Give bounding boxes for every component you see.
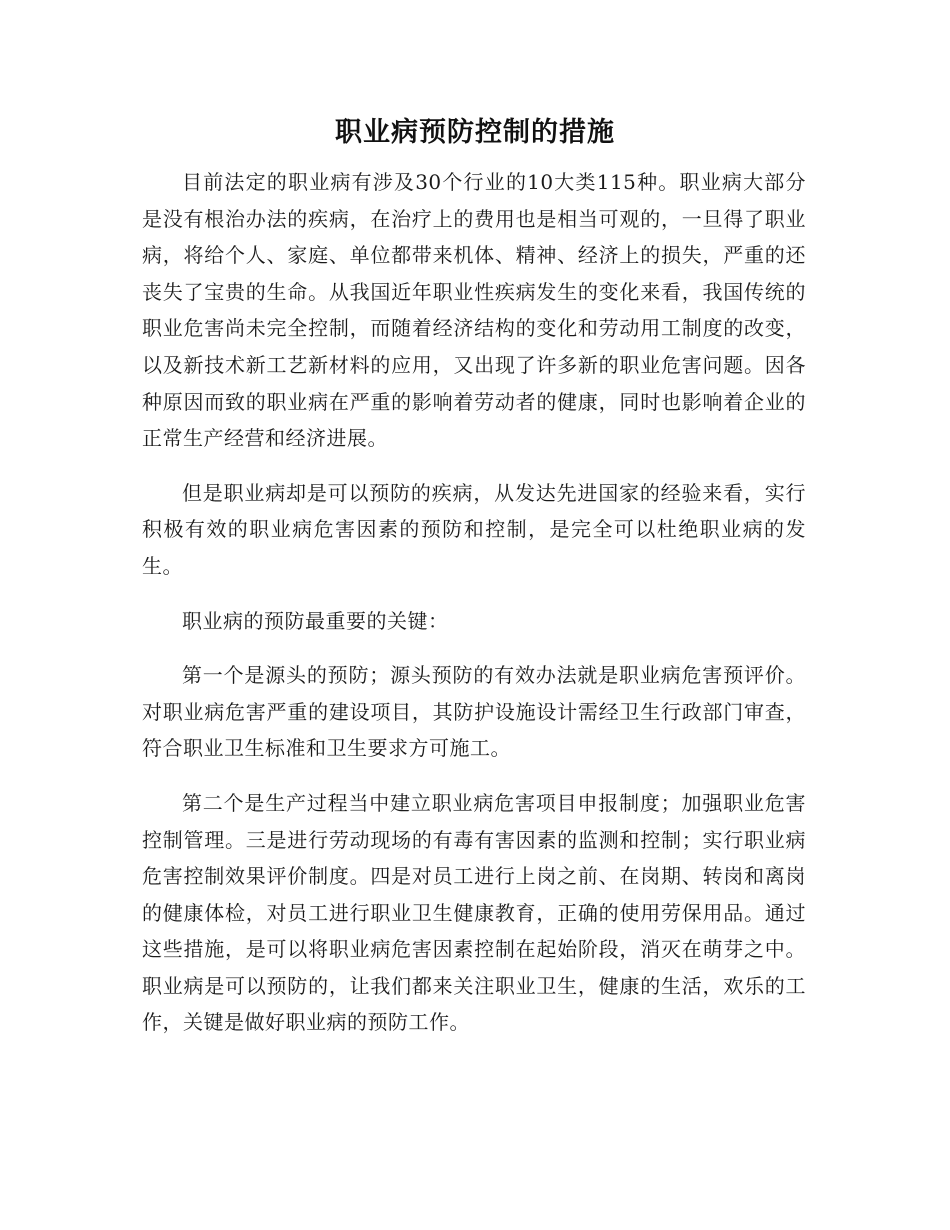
paragraph-preventable: 但是职业病却是可以预防的疾病，从发达先进国家的经验来看，实行积极有效的职业病危害因素的预防和控制，是完全可以杜绝职业病的发生。 <box>142 480 806 578</box>
paragraph-intro: 目前法定的职业病有涉及30个行业的10大类115种。职业病大部分是没有根治办法的疾病，在治疗上的费用也是相当可观的，一旦得了职业病，将给个人、家庭、单位都带来机体、精神、经济上的损失，严重的还丧失了宝贵的生命。从我国近年职业性疾病发生的变化来看，我国传统的职业危害尚未完全控制，而随着经济结构的变化和劳动用工制度的改变，以及新技术新工艺新材料的应用，又出现了许多新的职业危害问题。因各种原因而致的职业病在严重的影响着劳动者的健康，同时也影响着企业的正常生产经营和经济进展。 <box>142 170 806 451</box>
paragraph-source-prevention: 第一个是源头的预防；源头预防的有效办法就是职业病危害预评价。对职业病危害严重的建设项目，其防护设施设计需经卫生行政部门审查，符合职业卫生标准和卫生要求方可施工。 <box>142 663 806 761</box>
paragraph-process-control: 第二个是生产过程当中建立职业病危害项目申报制度；加强职业危害控制管理。三是进行劳动现场的有毒有害因素的监测和控制；实行职业病危害控制效果评价制度。四是对员工进行上岗之前、在岗期、转岗和离岗的健康体检，对员工进行职业卫生健康教育，正确的使用劳保用品。通过这些措施，是可以将职业病危害因素控制在起始阶段，消灭在萌芽之中。职业病是可以预防的，让我们都来关注职业卫生，健康的生活，欢乐的工作，关键是做好职业病的预防工作。 <box>142 790 806 1035</box>
document-title: 职业病预防控制的措施 <box>335 117 615 148</box>
document-body <box>142 164 806 1041</box>
paragraph-key-heading: 职业病的预防最重要的关键： <box>182 608 449 633</box>
